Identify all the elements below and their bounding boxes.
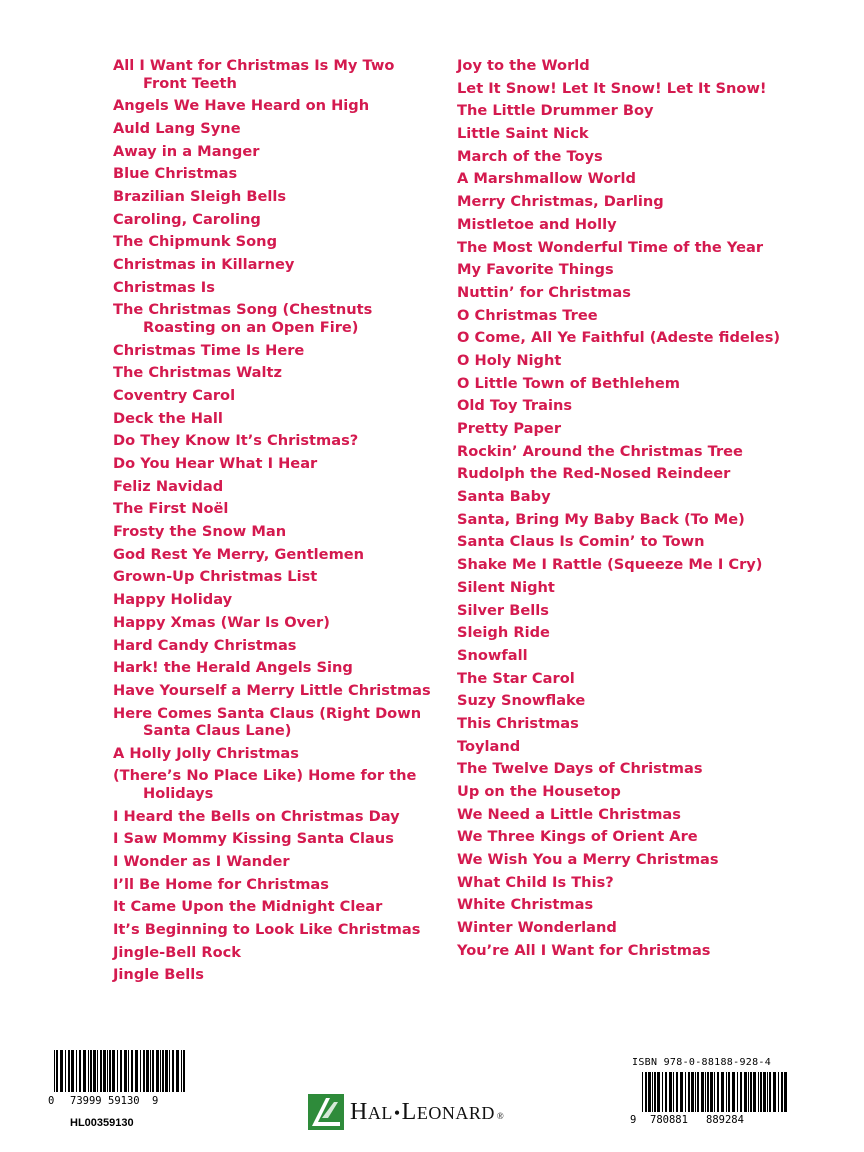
song-title: My Favorite Things: [457, 261, 614, 279]
song-title: Christmas in Killarney: [113, 256, 295, 273]
barcode-bar: [769, 1072, 771, 1112]
logo-letters-eonard: EONARD: [416, 1102, 495, 1123]
song-title: The First Noël: [113, 500, 229, 518]
upc-digits-left: 73999: [70, 1095, 102, 1107]
barcode-bar: [688, 1072, 690, 1112]
barcode-bar: [714, 1072, 715, 1112]
logo-letter-l: L: [401, 1098, 417, 1125]
barcode-bar: [680, 1072, 683, 1112]
barcode-bar: [140, 1050, 141, 1092]
upc-digit-last: 9: [152, 1095, 159, 1107]
barcode-bar: [697, 1072, 699, 1112]
song-title: Do They Know It’s Christmas?: [113, 432, 359, 450]
barcode-bar: [56, 1050, 58, 1092]
hal-leonard-logo: [308, 1092, 504, 1132]
upc-digits-right: 59130: [108, 1095, 140, 1107]
song-title: Happy Xmas (War Is Over): [113, 613, 330, 631]
barcode-bar: [103, 1050, 106, 1092]
song-title: Old Toy Trains: [457, 397, 573, 415]
barcode-bar: [120, 1050, 122, 1092]
barcode-bar: [695, 1072, 696, 1112]
barcode-bar: [728, 1072, 730, 1112]
barcode-bar: [665, 1072, 667, 1112]
barcode-bar: [673, 1072, 674, 1112]
barcode-bar: [135, 1050, 138, 1092]
song-title: I Heard the Bells on Christmas Day: [113, 807, 400, 825]
barcode-bar: [645, 1072, 647, 1112]
barcode-bar: [112, 1050, 115, 1092]
barcode-bar: [748, 1072, 749, 1112]
song-title: O Little Town of Bethlehem: [457, 374, 680, 392]
barcode-bar: [88, 1050, 89, 1092]
barcode-bar: [97, 1050, 98, 1092]
barcode-bar: [176, 1050, 179, 1092]
song-title: Auld Lang Syne: [113, 119, 241, 137]
song-title: Joy to the World: [457, 57, 590, 74]
barcode-bar: [93, 1050, 96, 1092]
barcode-bar: [773, 1072, 776, 1112]
song-title: Coventry Carol: [113, 386, 236, 404]
barcode-bar: [83, 1050, 86, 1092]
barcode-bar: [750, 1072, 752, 1112]
song-title: We Need a Little Christmas: [457, 805, 681, 823]
barcode-bar: [117, 1050, 118, 1092]
upc-barcode-bars: [54, 1050, 187, 1092]
song-title: Shake Me I Rattle (Squeeze Me I Cry): [457, 556, 763, 574]
song-title: This Christmas: [457, 714, 579, 732]
song-title: God Rest Ye Merry, Gentlemen: [113, 545, 365, 563]
song-title: The Twelve Days of Christmas: [457, 760, 703, 778]
barcode-bar: [662, 1072, 663, 1112]
isbn-digit-first: 9: [630, 1114, 637, 1126]
isbn-barcode-bars: [642, 1072, 789, 1112]
barcode-bar: [162, 1050, 164, 1092]
barcode-bar: [181, 1050, 182, 1092]
barcode-bar: [68, 1050, 70, 1092]
barcode-bar: [160, 1050, 161, 1092]
barcode-bar: [760, 1072, 762, 1112]
isbn-label: ISBN 978-0-88188-928-4: [632, 1057, 772, 1068]
barcode-bar: [654, 1072, 656, 1112]
song-title: Rudolph the Red-Nosed Reindeer: [457, 465, 731, 483]
song-title: I Wonder as I Wander: [113, 853, 290, 870]
isbn-barcode: [630, 1072, 762, 1128]
barcode-bar: [740, 1072, 742, 1112]
barcode-bar: [165, 1050, 168, 1092]
barcode-bar: [717, 1072, 719, 1112]
song-title: O Come, All Ye Faithful (Adeste fideles): [457, 329, 781, 347]
barcode-bar: [744, 1072, 747, 1112]
barcode-bar: [107, 1050, 108, 1092]
song-title: Silver Bells: [457, 601, 549, 619]
song-title: Toyland: [457, 737, 521, 755]
song-title: Snowfall: [457, 646, 528, 664]
song-title: Deck the Hall: [113, 409, 223, 427]
song-title: Feliz Navidad: [113, 477, 224, 495]
logo-letters-al: AL: [367, 1102, 393, 1123]
hal-leonard-logo-icon: [308, 1094, 344, 1130]
barcode-bar: [726, 1072, 727, 1112]
song-title: It’s Beginning to Look Like Christmas: [113, 921, 421, 939]
song-title: Santa Baby: [457, 488, 551, 506]
song-title: Mistletoe and Holly: [457, 215, 617, 233]
barcode-bar: [669, 1072, 672, 1112]
barcode-bar: [721, 1072, 724, 1112]
song-title: Sleigh Ride: [457, 624, 550, 642]
barcode-bar: [767, 1072, 768, 1112]
barcode-bar: [172, 1050, 174, 1092]
song-title: I’ll Be Home for Christmas: [113, 875, 329, 893]
barcode-bar: [685, 1072, 686, 1112]
song-title: The Christmas Song (Chestnuts Roasting on an Open Fire): [113, 301, 373, 336]
barcode-bar: [169, 1050, 170, 1092]
song-title: Christmas Is: [113, 278, 215, 296]
song-title: The Most Wonderful Time of the Year: [457, 238, 764, 256]
song-title: (There’s No Place Like) Home for the Holidays: [113, 767, 417, 802]
song-title: The Little Drummer Boy: [457, 102, 654, 120]
barcode-bar: [183, 1050, 185, 1092]
barcode-bar: [146, 1050, 149, 1092]
song-title: You’re All I Want for Christmas: [457, 941, 711, 959]
barcode-bar: [65, 1050, 66, 1092]
isbn-digits-left: 780881: [650, 1114, 688, 1126]
song-title: Blue Christmas: [113, 165, 238, 183]
song-title: Do You Hear What I Hear: [113, 455, 318, 472]
song-title: Brazilian Sleigh Bells: [113, 187, 287, 205]
song-title: What Child Is This?: [457, 873, 614, 891]
song-title: Santa Claus Is Comin’ to Town: [457, 533, 705, 551]
song-title: Let It Snow! Let It Snow! Let It Snow!: [457, 79, 767, 97]
song-title: Frosty the Snow Man: [113, 523, 287, 541]
song-title: Angels We Have Heard on High: [113, 97, 370, 115]
upc-barcode: [48, 1050, 160, 1120]
song-list-left: [113, 57, 433, 989]
barcode-bar: [648, 1072, 651, 1112]
song-title: Rockin’ Around the Christmas Tree: [457, 442, 743, 460]
song-title: O Holy Night: [457, 351, 562, 369]
song-title: Hard Candy Christmas: [113, 636, 297, 654]
logo-separator: •: [393, 1102, 401, 1123]
logo-letter-h: H: [350, 1098, 368, 1125]
barcode-bar: [76, 1050, 77, 1092]
song-title: Santa, Bring My Baby Back (To Me): [457, 510, 745, 528]
barcode-bar: [763, 1072, 766, 1112]
song-list-right: [457, 57, 787, 965]
song-title: Suzy Snowflake: [457, 692, 586, 710]
song-title: Up on the Housetop: [457, 783, 621, 800]
barcode-bar: [652, 1072, 653, 1112]
song-title: White Christmas: [457, 896, 594, 914]
barcode-bar: [707, 1072, 709, 1112]
barcode-bar: [109, 1050, 111, 1092]
isbn-digits-right: 889284: [706, 1114, 744, 1126]
barcode-bar: [124, 1050, 127, 1092]
barcode-bar: [691, 1072, 694, 1112]
barcode-bar: [781, 1072, 783, 1112]
song-title: We Three Kings of Orient Are: [457, 828, 698, 846]
song-title: Silent Night: [457, 578, 555, 596]
barcode-bar: [753, 1072, 756, 1112]
song-title: The Chipmunk Song: [113, 233, 278, 251]
song-title: March of the Toys: [457, 147, 603, 165]
song-title: Jingle Bells: [113, 966, 204, 984]
barcode-bar: [737, 1072, 738, 1112]
barcode-bar: [131, 1050, 133, 1092]
song-title: Grown-Up Christmas List: [113, 568, 318, 586]
barcode-bar: [732, 1072, 735, 1112]
song-title: Nuttin’ for Christmas: [457, 283, 631, 301]
song-title: All I Want for Christmas Is My Two Front Teeth: [113, 57, 395, 92]
song-title: We Wish You a Merry Christmas: [457, 851, 719, 869]
barcode-bar: [778, 1072, 779, 1112]
barcode-bar: [128, 1050, 129, 1092]
song-title: Pretty Paper: [457, 420, 562, 437]
product-code: HL00359130: [70, 1117, 134, 1129]
song-title: Happy Holiday: [113, 591, 233, 609]
song-title: Merry Christmas, Darling: [457, 193, 664, 211]
song-title: Jingle-Bell Rock: [113, 943, 241, 961]
song-title: Caroling, Caroling: [113, 210, 261, 228]
song-title: Winter Wonderland: [457, 919, 617, 937]
barcode-bar: [657, 1072, 660, 1112]
song-title: A Marshmallow World: [457, 170, 636, 188]
barcode-bar: [701, 1072, 704, 1112]
barcode-bar: [784, 1072, 787, 1112]
song-title: Little Saint Nick: [457, 125, 589, 143]
song-title: The Star Carol: [457, 669, 575, 687]
song-title: It Came Upon the Midnight Clear: [113, 898, 383, 916]
barcode-bar: [642, 1072, 643, 1112]
barcode-bar: [100, 1050, 102, 1092]
hal-leonard-wordmark: [350, 1099, 504, 1126]
registered-mark: ®: [496, 1110, 505, 1121]
barcode-bar: [705, 1072, 706, 1112]
song-title: O Christmas Tree: [457, 306, 598, 324]
barcode-bar: [758, 1072, 759, 1112]
barcode-bar: [79, 1050, 81, 1092]
barcode-bar: [90, 1050, 92, 1092]
song-title: Away in a Manger: [113, 142, 260, 160]
song-title: A Holly Jolly Christmas: [113, 744, 299, 762]
song-title: The Christmas Waltz: [113, 364, 283, 382]
barcode-bar: [152, 1050, 154, 1092]
barcode-bar: [150, 1050, 151, 1092]
barcode-bar: [710, 1072, 713, 1112]
song-title: Have Yourself a Merry Little Christmas: [113, 681, 431, 699]
upc-digit-first: 0: [48, 1095, 55, 1107]
barcode-bar: [60, 1050, 63, 1092]
barcode-bar: [54, 1050, 55, 1092]
barcode-bar: [156, 1050, 159, 1092]
barcode-bar: [676, 1072, 678, 1112]
song-title: Hark! the Herald Angels Sing: [113, 659, 353, 677]
song-title: Here Comes Santa Claus (Right Down Santa Claus Lane): [113, 704, 422, 740]
barcode-bar: [71, 1050, 74, 1092]
song-title: Christmas Time Is Here: [113, 341, 305, 359]
song-title: I Saw Mommy Kissing Santa Claus: [113, 830, 394, 848]
barcode-bar: [143, 1050, 145, 1092]
